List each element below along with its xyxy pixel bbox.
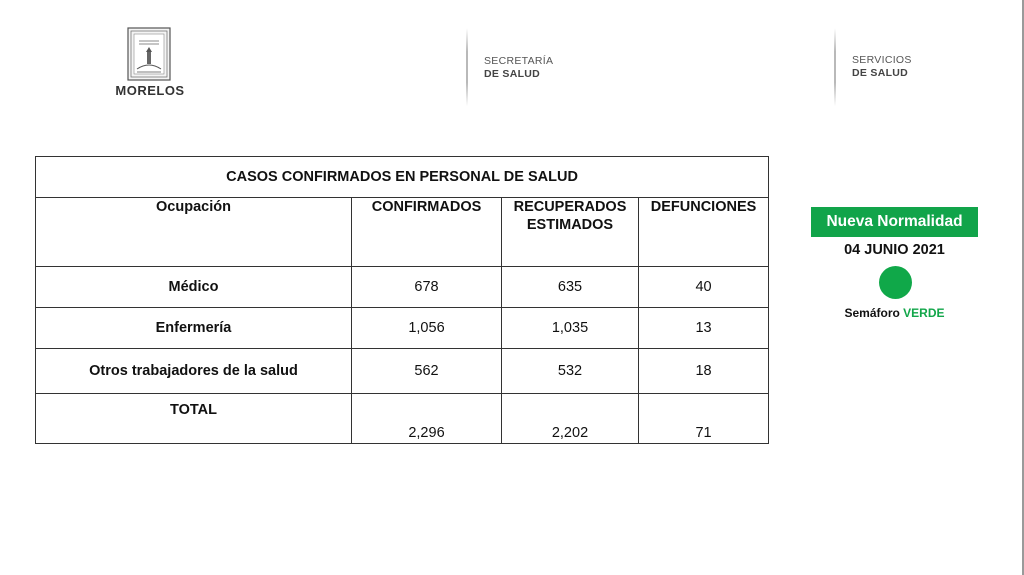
table-title: CASOS CONFIRMADOS EN PERSONAL DE SALUD: [36, 157, 769, 198]
total-label: TOTAL: [36, 394, 352, 444]
secretaria-de-salud-label: [484, 55, 553, 81]
recovered-cell: 635: [502, 267, 639, 308]
column-header-occupation: Ocupación: [36, 198, 352, 267]
semaforo-label: Semáforo: [844, 306, 900, 320]
table-row: [36, 349, 769, 394]
dept1-line2: DE SALUD: [484, 68, 541, 80]
header-divider: [834, 28, 836, 106]
total-deaths: 71: [639, 394, 769, 444]
recovered-cell: 1,035: [502, 308, 639, 349]
header-divider: [466, 28, 468, 106]
confirmed-cell: 678: [352, 267, 502, 308]
occupation-cell: Otros trabajadores de la salud: [36, 349, 352, 394]
report-date: 04 JUNIO 2021: [844, 242, 945, 258]
confirmed-cell: 1,056: [352, 308, 502, 349]
confirmed-cell: 562: [352, 349, 502, 394]
total-recovered: 2,202: [502, 394, 639, 444]
semaforo-status: [811, 306, 978, 320]
nueva-normalidad-badge: Nueva Normalidad: [811, 207, 978, 237]
deaths-cell: 40: [639, 267, 769, 308]
recovered-cell: 532: [502, 349, 639, 394]
semaforo-value: VERDE: [903, 306, 945, 320]
deaths-cell: 18: [639, 349, 769, 394]
dept2-line2: DE SALUD: [852, 67, 909, 79]
column-header-confirmed: CONFIRMADOS: [352, 198, 502, 267]
table-row: [36, 308, 769, 349]
occupation-cell: Enfermería: [36, 308, 352, 349]
semaforo-green-indicator: [879, 266, 912, 299]
occupation-cell: Médico: [36, 267, 352, 308]
servicios-de-salud-label: [852, 54, 912, 80]
table-total-row: [36, 394, 769, 444]
column-header-recovered: RECUPERADOS ESTIMADOS: [502, 198, 639, 267]
table-header-row: [36, 198, 769, 267]
dept2-line1: SERVICIOS: [852, 54, 912, 66]
table-row: [36, 267, 769, 308]
brand-name: MORELOS: [115, 83, 185, 98]
morelos-seal-icon: [127, 27, 171, 81]
total-confirmed: 2,296: [352, 394, 502, 444]
column-header-deaths: DEFUNCIONES: [639, 198, 769, 267]
deaths-cell: 13: [639, 308, 769, 349]
dept1-line1: SECRETARÍA: [484, 55, 554, 67]
cases-table: [35, 156, 769, 444]
